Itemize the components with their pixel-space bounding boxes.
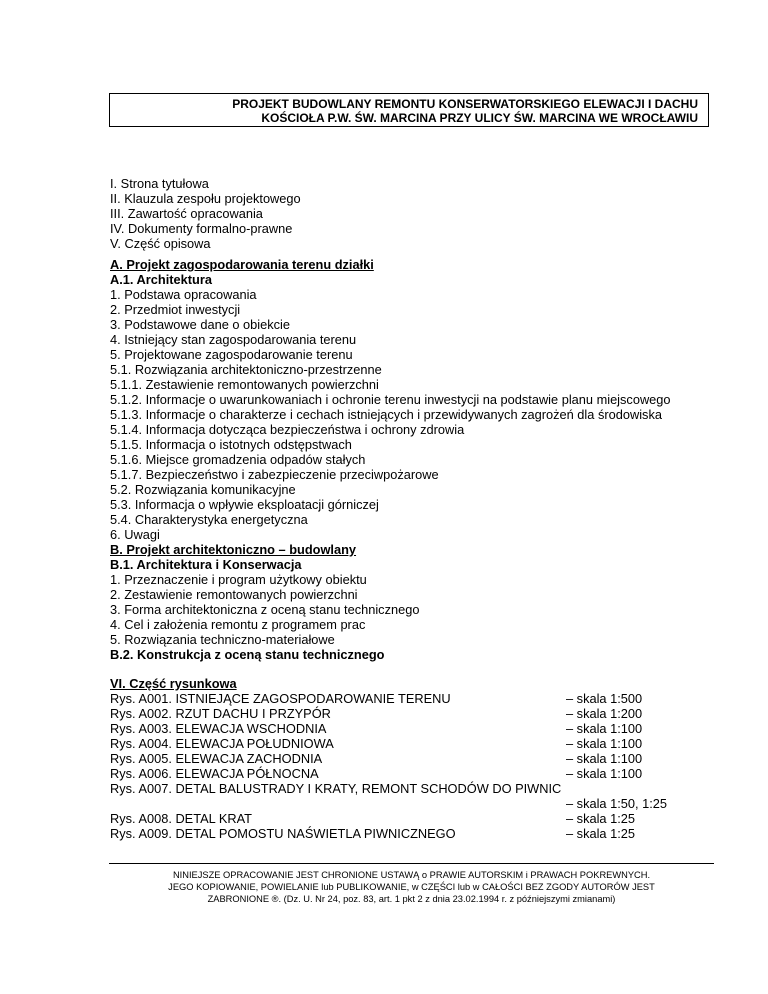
- section-a-item: 5.1.2. Informacje o uwarunkowaniach i ochronie terenu inwestycji na podstawie planu miejscowego: [110, 392, 671, 407]
- footer-line-1: NINIEJSZE OPRACOWANIE JEST CHRONIONE USTAWĄ o PRAWIE AUTORSKIM i PRAWACH POKREWNYCH.: [172, 870, 651, 880]
- drawing-label: Rys. A009. DETAL POMOSTU NAŚWIETLA PIWNICZNEGO: [110, 826, 456, 841]
- drawing-scale: – skala 1:100: [566, 736, 643, 751]
- drawing-scale: – skala 1:25: [566, 811, 636, 826]
- intro-item: III. Zawartość opracowania: [110, 206, 263, 221]
- section-a-item: 5.1.1. Zestawienie remontowanych powierzchni: [110, 377, 379, 392]
- section-a-item: 1. Podstawa opracowania: [110, 287, 257, 302]
- footer-line-3: ZABRONIONE ®. (Dz. U. Nr 24, poz. 83, art. 1 pkt 2 z dnia 23.02.1994 r. z późniejszymi zmianami): [207, 894, 616, 904]
- intro-item: V. Część opisowa: [110, 236, 211, 251]
- intro-item: II. Klauzula zespołu projektowego: [110, 191, 301, 206]
- section-a-item: 5.1.5. Informacja o istotnych odstępstwach: [110, 437, 352, 452]
- drawing-scale: – skala 1:200: [566, 706, 643, 721]
- intro-item: I. Strona tytułowa: [110, 176, 209, 191]
- header-line-2: KOŚCIOŁA P.W. ŚW. MARCINA PRZY ULICY ŚW. MARCINA WE WROCŁAWIU: [261, 111, 698, 125]
- section-a-item: 5.2. Rozwiązania komunikacyjne: [110, 482, 296, 497]
- section-a-item: 5.1.7. Bezpieczeństwo i zabezpieczenie przeciwpożarowe: [110, 467, 439, 482]
- section-a-item: 4. Istniejący stan zagospodarowania terenu: [110, 332, 357, 347]
- drawing-label: Rys. A004. ELEWACJA POŁUDNIOWA: [110, 736, 334, 751]
- drawing-scale: – skala 1:100: [566, 721, 643, 736]
- document-header-box: [109, 93, 709, 127]
- drawing-label: Rys. A005. ELEWACJA ZACHODNIA: [110, 751, 323, 766]
- section-a-item: 5.4. Charakterystyka energetyczna: [110, 512, 308, 527]
- section-b-item: 1. Przeznaczenie i program użytkowy obiektu: [110, 572, 367, 587]
- drawing-scale: – skala 1:100: [566, 751, 643, 766]
- drawing-label: Rys. A001. ISTNIEJĄCE ZAGOSPODAROWANIE TERENU: [110, 691, 451, 706]
- section-b-item: 2. Zestawienie remontowanych powierzchni: [110, 587, 358, 602]
- section-b-item: 5. Rozwiązania techniczno-materiałowe: [110, 632, 335, 647]
- drawing-label: Rys. A002. RZUT DACHU I PRZYPÓR: [110, 706, 331, 721]
- drawing-label: Rys. A003. ELEWACJA WSCHODNIA: [110, 721, 327, 736]
- intro-item: IV. Dokumenty formalno-prawne: [110, 221, 293, 236]
- section-b-subtitle: B.1. Architektura i Konserwacja: [110, 557, 302, 572]
- section-vi-title: VI. Część rysunkowa: [110, 676, 237, 691]
- section-b-title: B. Projekt architektoniczno – budowlany: [110, 542, 357, 557]
- header-line-1: PROJEKT BUDOWLANY REMONTU KONSERWATORSKIEGO ELEWACJI I DACHU: [232, 97, 698, 111]
- drawing-scale: – skala 1:100: [566, 766, 643, 781]
- drawing-scale: – skala 1:50, 1:25: [566, 796, 668, 811]
- section-a-item: 3. Podstawowe dane o obiekcie: [110, 317, 290, 332]
- section-a-item: 5.1. Rozwiązania architektoniczno-przestrzenne: [110, 362, 382, 377]
- section-a-subtitle: A.1. Architektura: [110, 272, 212, 287]
- drawing-scale: – skala 1:500: [566, 691, 643, 706]
- section-b-item: 4. Cel i założenia remontu z programem prac: [110, 617, 366, 632]
- section-a-item: 5.1.6. Miejsce gromadzenia odpadów stałych: [110, 452, 366, 467]
- section-a-item: 2. Przedmiot inwestycji: [110, 302, 241, 317]
- footer-line-2: JEGO KOPIOWANIE, POWIELANIE lub PUBLIKOWANIE, w CZĘŚCI lub w CAŁOŚCI BEZ ZGODY AUTORÓW JEST: [168, 882, 655, 892]
- section-a-item: 5.1.4. Informacja dotycząca bezpieczeństwa i ochrony zdrowia: [110, 422, 465, 437]
- section-a-item: 6. Uwagi: [110, 527, 160, 542]
- drawing-label: Rys. A008. DETAL KRAT: [110, 811, 252, 826]
- footer-divider: [109, 863, 714, 864]
- drawing-scale: – skala 1:25: [566, 826, 636, 841]
- section-a-item: 5.3. Informacja o wpływie eksploatacji górniczej: [110, 497, 379, 512]
- drawing-label: Rys. A007. DETAL BALUSTRADY I KRATY, REMONT SCHODÓW DO PIWNIC: [110, 781, 562, 796]
- section-a-item: 5. Projektowane zagospodarowanie terenu: [110, 347, 353, 362]
- section-a-title: A. Projekt zagospodarowania terenu działki: [110, 257, 374, 272]
- section-b-subtitle-2: B.2. Konstrukcja z oceną stanu technicznego: [110, 647, 385, 662]
- section-b-item: 3. Forma architektoniczna z oceną stanu technicznego: [110, 602, 420, 617]
- section-a-item: 5.1.3. Informacje o charakterze i cechach istniejących i przewidywanych zagrożeń dla środowiska: [110, 407, 662, 422]
- drawing-label: Rys. A006. ELEWACJA PÓŁNOCNA: [110, 766, 319, 781]
